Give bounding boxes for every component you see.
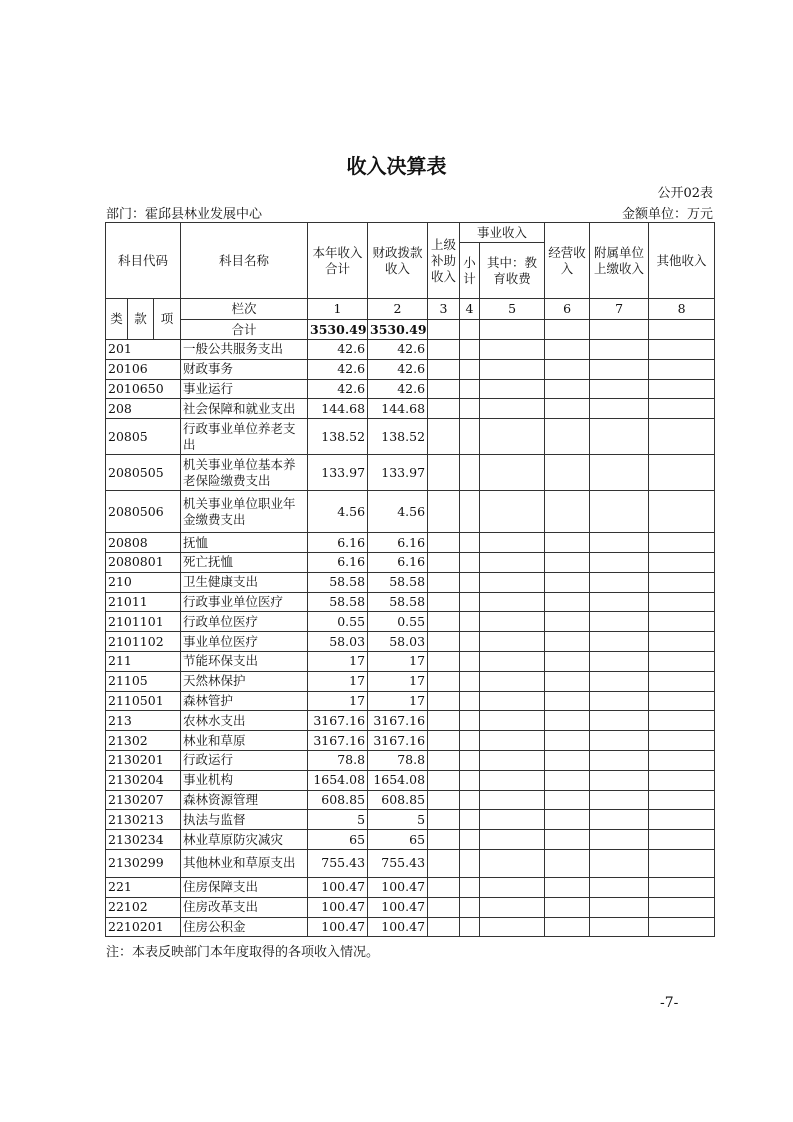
header-name: 科目名称 bbox=[181, 223, 308, 299]
fiscal-income: 1654.08 bbox=[368, 770, 428, 790]
unit: 金额单位：万元 bbox=[621, 207, 713, 222]
table-row bbox=[106, 592, 715, 612]
total-income: 1654.08 bbox=[308, 770, 368, 790]
subject-name: 一般公共服务支出 bbox=[181, 340, 308, 360]
fiscal-income: 42.6 bbox=[368, 359, 428, 379]
fiscal-income: 755.43 bbox=[368, 849, 428, 877]
subject-name: 住房公积金 bbox=[181, 917, 308, 937]
subject-name: 行政运行 bbox=[181, 750, 308, 770]
fiscal-income: 608.85 bbox=[368, 790, 428, 810]
header-superior: 上级补助收入 bbox=[428, 223, 460, 299]
fiscal-income: 4.56 bbox=[368, 491, 428, 533]
table-code: 公开02表 bbox=[657, 186, 713, 201]
subject-name: 事业单位医疗 bbox=[181, 632, 308, 652]
fiscal-income: 100.47 bbox=[368, 877, 428, 897]
col-num: 1 bbox=[308, 299, 368, 320]
subject-code: 201 bbox=[106, 340, 181, 360]
total-income: 138.52 bbox=[308, 419, 368, 455]
subject-code: 22102 bbox=[106, 897, 181, 917]
table-row bbox=[106, 830, 715, 850]
fiscal-income: 133.97 bbox=[368, 455, 428, 491]
table-row bbox=[106, 877, 715, 897]
subject-name: 机关事业单位基本养老保险缴费支出 bbox=[181, 455, 308, 491]
total-income: 100.47 bbox=[308, 917, 368, 937]
subject-code: 213 bbox=[106, 711, 181, 731]
subject-code: 208 bbox=[106, 399, 181, 419]
fiscal-income: 3167.16 bbox=[368, 711, 428, 731]
fiscal-income: 58.58 bbox=[368, 592, 428, 612]
table-row bbox=[106, 455, 715, 491]
table-row bbox=[106, 790, 715, 810]
table-row bbox=[106, 917, 715, 937]
col-num: 4 bbox=[460, 299, 480, 320]
fiscal-income: 42.6 bbox=[368, 379, 428, 399]
total-income: 58.58 bbox=[308, 572, 368, 592]
header-total: 本年收入合计 bbox=[308, 223, 368, 299]
fiscal-income: 17 bbox=[368, 671, 428, 691]
note: 注：本表反映部门本年度取得的各项收入情况。 bbox=[106, 945, 380, 960]
total-income: 17 bbox=[308, 671, 368, 691]
total-income: 133.97 bbox=[308, 455, 368, 491]
table-row bbox=[106, 810, 715, 830]
total-income: 42.6 bbox=[308, 379, 368, 399]
subject-code: 2130207 bbox=[106, 790, 181, 810]
subject-code: 20106 bbox=[106, 359, 181, 379]
table-row bbox=[106, 491, 715, 533]
subject-name: 事业机构 bbox=[181, 770, 308, 790]
table-row bbox=[106, 651, 715, 671]
col-num: 8 bbox=[649, 299, 715, 320]
fiscal-income: 78.8 bbox=[368, 750, 428, 770]
subject-name: 天然林保护 bbox=[181, 671, 308, 691]
total-income: 3167.16 bbox=[308, 711, 368, 731]
department: 部门：霍邱县林业发展中心 bbox=[106, 207, 263, 222]
table-row bbox=[106, 770, 715, 790]
table-row bbox=[106, 399, 715, 419]
header-lei: 类 bbox=[106, 299, 128, 340]
table-row bbox=[106, 711, 715, 731]
table-row bbox=[106, 731, 715, 751]
fiscal-income: 0.55 bbox=[368, 612, 428, 632]
subject-code: 2080505 bbox=[106, 455, 181, 491]
table-row bbox=[106, 750, 715, 770]
total-income: 100.47 bbox=[308, 897, 368, 917]
subject-code: 2210201 bbox=[106, 917, 181, 937]
subject-name: 财政事务 bbox=[181, 359, 308, 379]
header-other: 其他收入 bbox=[649, 223, 715, 299]
total-income: 65 bbox=[308, 830, 368, 850]
subject-name: 行政事业单位养老支出 bbox=[181, 419, 308, 455]
subject-code: 2010650 bbox=[106, 379, 181, 399]
total-income: 144.68 bbox=[308, 399, 368, 419]
total-income: 17 bbox=[308, 691, 368, 711]
subject-name: 执法与监督 bbox=[181, 810, 308, 830]
total-income: 5 bbox=[308, 810, 368, 830]
header-code: 科目代码 bbox=[106, 223, 181, 299]
sum-fiscal: 3530.49 bbox=[368, 320, 428, 340]
total-income: 3167.16 bbox=[308, 731, 368, 751]
subject-code: 221 bbox=[106, 877, 181, 897]
total-income: 42.6 bbox=[308, 359, 368, 379]
col-num: 3 bbox=[428, 299, 460, 320]
fiscal-income: 144.68 bbox=[368, 399, 428, 419]
subject-code: 2130201 bbox=[106, 750, 181, 770]
total-income: 755.43 bbox=[308, 849, 368, 877]
fiscal-income: 58.58 bbox=[368, 572, 428, 592]
table-row bbox=[106, 379, 715, 399]
total-income: 58.03 bbox=[308, 632, 368, 652]
subject-code: 21302 bbox=[106, 731, 181, 751]
subject-name: 机关事业单位职业年金缴费支出 bbox=[181, 491, 308, 533]
subject-name: 其他林业和草原支出 bbox=[181, 849, 308, 877]
subject-name: 卫生健康支出 bbox=[181, 572, 308, 592]
page-number: -7- bbox=[660, 995, 679, 1011]
subject-name: 林业和草原 bbox=[181, 731, 308, 751]
subject-name: 死亡抚恤 bbox=[181, 552, 308, 572]
fiscal-income: 65 bbox=[368, 830, 428, 850]
page-title: 收入决算表 bbox=[346, 154, 447, 178]
total-income: 608.85 bbox=[308, 790, 368, 810]
subject-name: 行政单位医疗 bbox=[181, 612, 308, 632]
subject-code: 2080506 bbox=[106, 491, 181, 533]
col-num: 5 bbox=[480, 299, 545, 320]
col-label: 栏次 bbox=[181, 299, 308, 320]
subject-name: 事业运行 bbox=[181, 379, 308, 399]
fiscal-income: 6.16 bbox=[368, 552, 428, 572]
subject-code: 211 bbox=[106, 651, 181, 671]
fiscal-income: 3167.16 bbox=[368, 731, 428, 751]
subject-name: 节能环保支出 bbox=[181, 651, 308, 671]
subject-code: 21105 bbox=[106, 671, 181, 691]
table-row bbox=[106, 671, 715, 691]
header-edu: 其中：教育收费 bbox=[480, 243, 545, 299]
subject-name: 农林水支出 bbox=[181, 711, 308, 731]
total-income: 4.56 bbox=[308, 491, 368, 533]
header-operating: 经营收入 bbox=[545, 223, 590, 299]
header-subtotal: 小计 bbox=[460, 243, 480, 299]
fiscal-income: 5 bbox=[368, 810, 428, 830]
subject-code: 2130213 bbox=[106, 810, 181, 830]
fiscal-income: 42.6 bbox=[368, 340, 428, 360]
total-income: 6.16 bbox=[308, 552, 368, 572]
fiscal-income: 58.03 bbox=[368, 632, 428, 652]
total-income: 17 bbox=[308, 651, 368, 671]
subject-code: 2101102 bbox=[106, 632, 181, 652]
sum-total: 3530.49 bbox=[308, 320, 368, 340]
col-num: 6 bbox=[545, 299, 590, 320]
header-affiliate: 附属单位上缴收入 bbox=[590, 223, 649, 299]
table-row bbox=[106, 632, 715, 652]
subject-code: 20808 bbox=[106, 533, 181, 553]
table-row bbox=[106, 849, 715, 877]
subject-code: 2110501 bbox=[106, 691, 181, 711]
table-row bbox=[106, 552, 715, 572]
subject-name: 行政事业单位医疗 bbox=[181, 592, 308, 612]
subject-code: 2130299 bbox=[106, 849, 181, 877]
subject-name: 住房改革支出 bbox=[181, 897, 308, 917]
total-income: 78.8 bbox=[308, 750, 368, 770]
table-row bbox=[106, 419, 715, 455]
fiscal-income: 17 bbox=[368, 651, 428, 671]
fiscal-income: 17 bbox=[368, 691, 428, 711]
col-num: 2 bbox=[368, 299, 428, 320]
header-business: 事业收入 bbox=[460, 223, 545, 243]
table-row bbox=[106, 533, 715, 553]
subject-name: 住房保障支出 bbox=[181, 877, 308, 897]
total-income: 100.47 bbox=[308, 877, 368, 897]
header-xiang: 项 bbox=[154, 299, 181, 340]
subject-code: 2130204 bbox=[106, 770, 181, 790]
total-income: 42.6 bbox=[308, 340, 368, 360]
table-row bbox=[106, 572, 715, 592]
header-fiscal: 财政拨款收入 bbox=[368, 223, 428, 299]
fiscal-income: 100.47 bbox=[368, 917, 428, 937]
subject-code: 2101101 bbox=[106, 612, 181, 632]
fiscal-income: 6.16 bbox=[368, 533, 428, 553]
fiscal-income: 100.47 bbox=[368, 897, 428, 917]
subject-code: 21011 bbox=[106, 592, 181, 612]
subject-name: 森林管护 bbox=[181, 691, 308, 711]
total-income: 0.55 bbox=[308, 612, 368, 632]
subject-name: 林业草原防灾减灾 bbox=[181, 830, 308, 850]
header-kuan: 款 bbox=[128, 299, 154, 340]
table-row bbox=[106, 897, 715, 917]
table-row bbox=[106, 612, 715, 632]
subject-code: 2130234 bbox=[106, 830, 181, 850]
table-row bbox=[106, 340, 715, 360]
total-income: 58.58 bbox=[308, 592, 368, 612]
total-income: 6.16 bbox=[308, 533, 368, 553]
fiscal-income: 138.52 bbox=[368, 419, 428, 455]
income-table bbox=[105, 222, 715, 937]
subject-code: 2080801 bbox=[106, 552, 181, 572]
sum-label: 合计 bbox=[181, 320, 308, 340]
table-row bbox=[106, 691, 715, 711]
subject-code: 20805 bbox=[106, 419, 181, 455]
subject-name: 社会保障和就业支出 bbox=[181, 399, 308, 419]
subject-name: 抚恤 bbox=[181, 533, 308, 553]
subject-code: 210 bbox=[106, 572, 181, 592]
table-row bbox=[106, 359, 715, 379]
col-num: 7 bbox=[590, 299, 649, 320]
subject-name: 森林资源管理 bbox=[181, 790, 308, 810]
